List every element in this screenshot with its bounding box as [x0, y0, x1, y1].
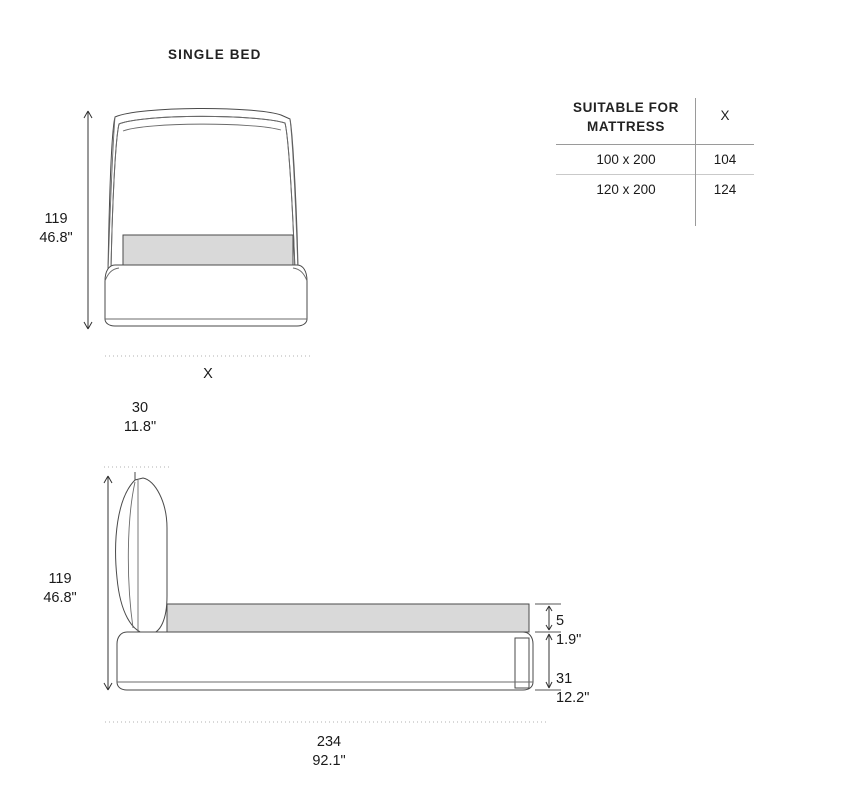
table-header-mattress — [556, 98, 696, 136]
side-view-length-dashed-line — [105, 718, 555, 726]
table-header-mattress-line1: SUITABLE FOR — [573, 100, 679, 115]
table-cell-mattress: 100 x 200 — [596, 152, 656, 167]
page-title: SINGLE BED — [168, 47, 262, 62]
table-row — [556, 145, 754, 175]
front-view-width-dashed-line — [105, 352, 310, 360]
table-row — [556, 175, 754, 204]
front-view-height-label — [28, 210, 84, 248]
front-view-drawing — [85, 95, 335, 385]
base-height-in: 12.2" — [556, 690, 590, 706]
table-column-divider — [695, 98, 696, 226]
mattress-thickness-label — [556, 612, 616, 650]
side-view-drawing — [105, 468, 555, 713]
side-view-depth-in: 11.8" — [123, 419, 157, 435]
side-view-height-in: 46.8" — [43, 590, 77, 606]
side-view-length-cm: 234 — [316, 734, 342, 750]
mattress-thickness-cm: 5 — [556, 613, 565, 629]
table-cell-x: 104 — [713, 152, 737, 167]
front-view-width-x: X — [203, 366, 213, 382]
table-header-mattress-line2: MATTRESS — [586, 119, 666, 134]
mattress-thickness-in: 1.9" — [556, 632, 582, 648]
side-view-height-extension-lines — [98, 472, 118, 694]
front-view-height-cm: 119 — [44, 211, 68, 227]
side-view-depth-label — [110, 399, 170, 437]
mattress-spec-table — [556, 98, 754, 204]
side-view-depth-cm: 30 — [131, 400, 149, 416]
base-height-cm: 31 — [556, 671, 573, 687]
side-view-height-label — [30, 570, 90, 608]
side-view-height-cm: 119 — [48, 571, 72, 587]
table-cell-mattress: 120 x 200 — [596, 182, 656, 197]
table-header-row — [556, 98, 754, 145]
table-header-x: X — [720, 108, 730, 123]
front-view-height-in: 46.8" — [39, 230, 73, 246]
side-view-length-label — [298, 733, 360, 771]
base-height-label — [556, 670, 616, 708]
front-view-width-label — [180, 365, 236, 384]
table-cell-x: 124 — [713, 182, 737, 197]
side-view-length-in: 92.1" — [312, 753, 346, 769]
